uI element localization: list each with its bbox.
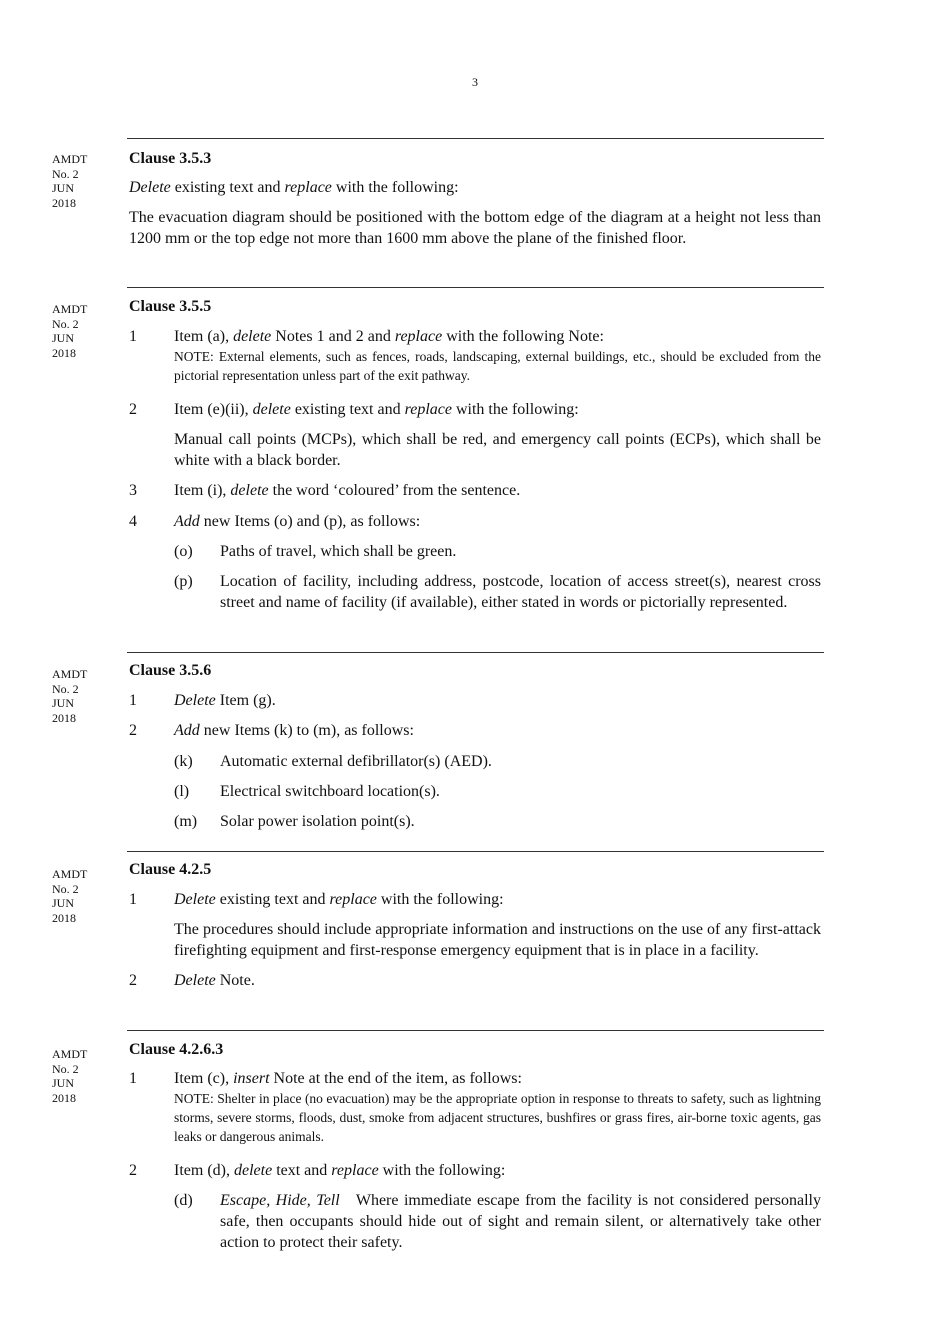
list-item <box>129 690 821 711</box>
clause-heading: Clause 4.2.6.3 <box>129 1041 224 1058</box>
sub-item <box>174 571 821 613</box>
amdt-year: 2018 <box>52 345 76 360</box>
sub-item <box>174 1190 821 1253</box>
item-text: Item (a), delete Notes 1 and 2 and replace with the following Note: <box>174 328 604 345</box>
note-text: NOTE: External elements, such as fences, roads, landscaping, external buildings, etc., should be excluded from the pictorial representation unless part of the exit pathway. <box>174 349 821 383</box>
amendment-tag <box>52 302 122 360</box>
replacement-text: The procedures should include appropriate information and instructions on the use of any first-attack firefighting equipment and first-response emergency equipment that is in place in a facility. <box>174 921 821 959</box>
amdt-label: AMDT <box>52 1047 88 1061</box>
item-number: 1 <box>129 891 137 908</box>
sub-item-label: (m) <box>174 813 198 830</box>
item-number: 1 <box>129 328 137 345</box>
amdt-number: No. 2 <box>52 881 79 896</box>
amdt-month: JUN <box>52 1076 75 1090</box>
sub-item <box>174 541 821 562</box>
item-text: Item (d), delete text and replace with the following: <box>174 1161 506 1179</box>
note-text: NOTE: Shelter in place (no evacuation) may be the appropriate option in response to threats to safety, such as lightning storms, severe storms, floods, dust, smoke from adjacent structures, bushfires or grass fires, air-borne toxic agents, gas leaks or dangerous animals. <box>174 1091 821 1144</box>
list-item <box>129 511 821 532</box>
amdt-month: JUN <box>52 331 75 345</box>
item-number: 1 <box>129 1070 137 1087</box>
amendment-tag <box>52 1047 122 1105</box>
item-text: Item (e)(ii), delete existing text and replace with the following: <box>174 400 579 418</box>
list-item <box>129 399 821 420</box>
sub-item-text: Escape, Hide, Tell Where immediate escape from the facility is not considered personally safe, then occupants should hide out of sight and remain silent, or alternatively take other action to protect their safety. <box>220 1191 821 1251</box>
sub-item-text: Paths of travel, which shall be green. <box>220 542 457 560</box>
amdt-year: 2018 <box>52 710 76 725</box>
amdt-label: AMDT <box>52 152 88 166</box>
list-item <box>129 889 821 910</box>
item-text: Delete Note. <box>174 972 255 989</box>
sub-item-label: (p) <box>174 572 193 590</box>
amendment-tag <box>52 152 122 210</box>
sub-item-label: (d) <box>174 1191 193 1209</box>
amdt-year: 2018 <box>52 195 76 210</box>
amdt-month: JUN <box>52 181 75 195</box>
list-item <box>129 1160 821 1181</box>
amdt-number: No. 2 <box>52 316 79 331</box>
amdt-month: JUN <box>52 896 75 910</box>
sub-item-text: Electrical switchboard location(s). <box>220 783 440 800</box>
amdt-label: AMDT <box>52 667 88 681</box>
amendment-tag <box>52 667 122 725</box>
instruction: Delete existing text and replace with the following: <box>129 179 459 196</box>
section-divider <box>127 652 824 653</box>
amdt-year: 2018 <box>52 1090 76 1105</box>
sub-item <box>174 781 821 802</box>
amdt-label: AMDT <box>52 867 88 881</box>
item-number: 2 <box>129 1161 137 1179</box>
item-number: 4 <box>129 512 137 530</box>
section-divider <box>127 138 824 139</box>
section-divider <box>127 851 824 852</box>
list-item <box>129 1068 821 1089</box>
clause-heading: Clause 3.5.5 <box>129 298 212 315</box>
item-text: Item (c), insert Note at the end of the item, as follows: <box>174 1070 522 1087</box>
clause-heading: Clause 4.2.5 <box>129 861 212 878</box>
item-number: 2 <box>129 400 137 418</box>
sub-item-label: (k) <box>174 753 193 770</box>
item-text: Delete existing text and replace with the following: <box>174 891 504 908</box>
clause-heading: Clause 3.5.6 <box>129 662 212 679</box>
list-item <box>129 326 821 347</box>
amdt-number: No. 2 <box>52 1061 79 1076</box>
section-divider <box>127 287 824 288</box>
item-number: 2 <box>129 722 137 739</box>
sub-item-text: Solar power isolation point(s). <box>220 813 415 830</box>
list-item <box>129 720 821 741</box>
clause-heading: Clause 3.5.3 <box>129 150 212 167</box>
sub-item-label: (o) <box>174 542 193 560</box>
item-number: 2 <box>129 972 137 989</box>
item-text: Add new Items (k) to (m), as follows: <box>174 722 414 739</box>
amdt-number: No. 2 <box>52 681 79 696</box>
sub-item-text: Location of facility, including address, postcode, location of access street(s), nearest cross street and name of facility (if available), either stated in words or pictorially represented. <box>220 572 821 611</box>
sub-item-text: Automatic external defibrillator(s) (AED). <box>220 753 492 770</box>
item-number: 1 <box>129 692 137 709</box>
item-text: Item (i), delete the word ‘coloured’ from the sentence. <box>174 481 521 499</box>
sub-item <box>174 751 821 772</box>
sub-item <box>174 811 821 832</box>
replacement-text: The evacuation diagram should be positioned with the bottom edge of the diagram at a height not less than 1200 mm or the top edge not more than 1600 mm above the plane of the finished floor. <box>129 209 821 247</box>
section-divider <box>127 1030 824 1031</box>
amdt-year: 2018 <box>52 910 76 925</box>
page-number: 3 <box>472 75 478 89</box>
list-item <box>129 970 821 991</box>
replacement-text: Manual call points (MCPs), which shall be red, and emergency call points (ECPs), which shall be white with a black border. <box>174 430 821 469</box>
amendment-tag <box>52 867 122 925</box>
item-text: Add new Items (o) and (p), as follows: <box>174 512 421 530</box>
sub-item-label: (l) <box>174 783 190 800</box>
amdt-month: JUN <box>52 696 75 710</box>
amdt-label: AMDT <box>52 302 88 316</box>
list-item <box>129 480 821 501</box>
amdt-number: No. 2 <box>52 166 79 181</box>
item-number: 3 <box>129 481 137 499</box>
item-text: Delete Item (g). <box>174 692 276 709</box>
